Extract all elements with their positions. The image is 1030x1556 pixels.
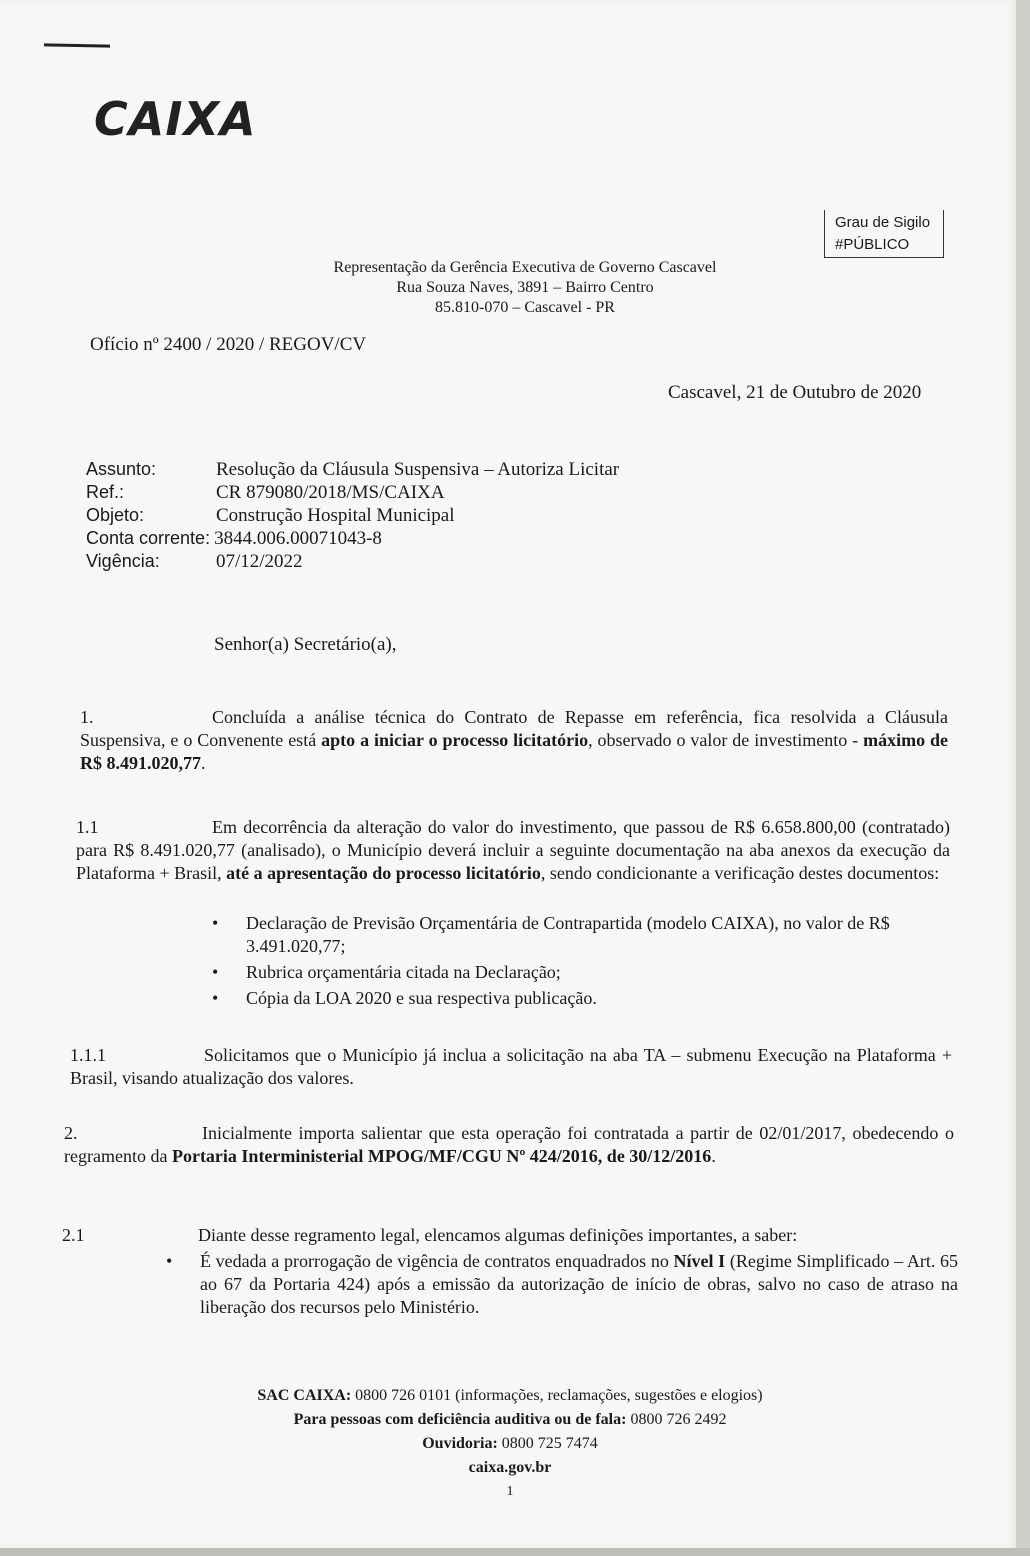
paragraph-text: , sendo condicionante a verificação destes documentos: (540, 863, 940, 883)
paragraph-1-1-1 (70, 1044, 952, 1090)
paragraph-1-1 (76, 816, 950, 885)
assunto-value: Resolução da Cláusula Suspensiva – Autoriza Licitar (216, 459, 620, 480)
assunto-label: Assunto: (86, 459, 157, 479)
footer-ouvidoria-label: Ouvidoria: (422, 1435, 498, 1452)
paragraph-number: 1.1.1 (70, 1045, 106, 1065)
objeto-label: Objeto: (86, 505, 145, 525)
paragraph-number: 1.1 (76, 817, 99, 837)
sender-address (290, 258, 760, 318)
paragraph-text: Diante desse regramento legal, elencamos algumas definições importantes, a saber: (198, 1225, 798, 1245)
paragraph-text: Inicialmente importa salientar que esta operação foi contratada a partir de 02/01/2017, obedecendo o regramento da (64, 1123, 954, 1166)
paragraph-number: 2. (64, 1123, 78, 1143)
footer-sac-label: SAC CAIXA: (257, 1387, 352, 1404)
paragraph-number: 2.1 (62, 1225, 85, 1245)
vigencia-value: 07/12/2022 (216, 551, 303, 572)
objeto-value: Construção Hospital Municipal (216, 505, 455, 526)
paragraph-2-1 (62, 1224, 956, 1247)
paragraph-bold: apto a iniciar o processo licitatório (321, 730, 589, 750)
footer-deficiency-label: Para pessoas com deficiência auditiva ou de fala: (293, 1411, 627, 1428)
documents-list (206, 912, 950, 1010)
list-item: • Cópia da LOA 2020 e sua respectiva publicação. (212, 988, 597, 1008)
list-item: • Declaração de Previsão Orçamentária de Contrapartida (modelo CAIXA), no valor de R$ 3.491.020,77; (212, 913, 890, 956)
paragraph-1 (80, 706, 948, 775)
vigencia-label: Vigência: (86, 551, 160, 571)
caixa-logo: CAIXA (94, 92, 257, 146)
paragraph-text: , observado o valor de investimento - (588, 730, 864, 750)
list-item-text: Declaração de Previsão Orçamentária de Contrapartida (modelo CAIXA), no valor de R$ 3.491.020,77; (246, 913, 890, 956)
footer (200, 1384, 820, 1504)
list-item-bold: Nível I (673, 1251, 726, 1271)
paragraph-2 (64, 1122, 954, 1168)
ref-label: Ref.: (86, 482, 125, 502)
page-number: 1 (506, 1484, 514, 1499)
sender-line-2: Rua Souza Naves, 3891 – Bairro Centro (396, 279, 654, 296)
paragraph-text: . (711, 1146, 716, 1166)
list-item-text: É vedada a prorrogação de vigência de contratos enquadrados no (200, 1251, 674, 1271)
list-item: • Rubrica orçamentária citada na Declaração; (212, 962, 561, 982)
footer-ouvidoria-value: 0800 725 7474 (501, 1435, 598, 1452)
list-item-text: Rubrica orçamentária citada na Declaração; (246, 962, 561, 982)
footer-sac (200, 1384, 820, 1408)
footer-deficiency (200, 1408, 820, 1432)
footer-website (200, 1456, 820, 1480)
paragraph-text: . (201, 753, 206, 773)
letter-date: Cascavel, 21 de Outubro de 2020 (668, 382, 922, 403)
conta-label: Conta corrente: (86, 528, 211, 548)
confidentiality-label: Grau de Sigilo (835, 214, 931, 231)
footer-sac-value: 0800 726 0101 (informações, reclamações, sugestões e elogios) (355, 1387, 763, 1404)
footer-ouvidoria (200, 1432, 820, 1456)
sender-line-3: 85.810-070 – Cascavel - PR (435, 299, 615, 316)
page-edge-right (1016, 0, 1030, 1556)
paragraph-number: 1. (80, 707, 94, 727)
salutation: Senhor(a) Secretário(a), (214, 634, 397, 655)
sender-line-1: Representação da Gerência Executiva de Governo Cascavel (333, 259, 717, 276)
ref-value: CR 879080/2018/MS/CAIXA (216, 482, 445, 503)
paragraph-text: Concluída a análise técnica do Contrato de Repasse em referência, fica resolvida a Cláusula Suspensiva, e o Convenente está (80, 707, 948, 750)
footer-website-text: caixa.gov.br (468, 1459, 552, 1476)
list-item-text: (Regime Simplificado – Art. 65 ao 67 da Portaria 424) após a emissão da autorização de início de obras, salvo no caso de atraso na liberação dos recursos pelo Ministério. (200, 1251, 958, 1317)
list-item: • É vedada a prorrogação de vigência de contratos enquadrados no Nível I (Regime Simplificado – Art. 65 ao 67 da Portaria 424) após a emissão da autorização de início de obras, salvo no caso de atraso na liberação dos recursos pelo Ministério. (166, 1251, 958, 1317)
paragraph-bold: até a apresentação do processo licitatório (226, 863, 541, 883)
confidentiality-box (824, 210, 944, 258)
conta-value: 3844.006.00071043-8 (214, 528, 382, 549)
paragraph-text: Em decorrência da alteração do valor do investimento, que passou de R$ 6.658.800,00 (contratado) para R$ 8.491.020,77 (analisado), o Município deverá incluir a seguinte documentação na aba anexos da execução da Plataforma + Brasil, (76, 817, 950, 883)
footer-deficiency-value: 0800 726 2492 (630, 1411, 727, 1428)
oficio-number: Ofício nº 2400 / 2020 / REGOV/CV (90, 334, 367, 355)
paragraph-bold: máximo de R$ 8.491.020,77 (80, 730, 949, 773)
confidentiality-value: #PÚBLICO (835, 236, 910, 253)
paragraph-bold: Portaria Interministerial MPOG/MF/CGU Nº 424/2016, de 30/12/2016 (171, 1146, 712, 1166)
paragraph-text: Solicitamos que o Município já inclua a solicitação na aba TA – submenu Execução na Plataforma + Brasil, visando atualização dos valores. (70, 1045, 952, 1088)
page-edge-bottom (0, 1548, 1030, 1556)
definitions-list (160, 1250, 958, 1319)
letter-metadata (86, 458, 619, 573)
pen-mark (44, 43, 110, 47)
list-item-text: Cópia da LOA 2020 e sua respectiva publicação. (246, 988, 597, 1008)
